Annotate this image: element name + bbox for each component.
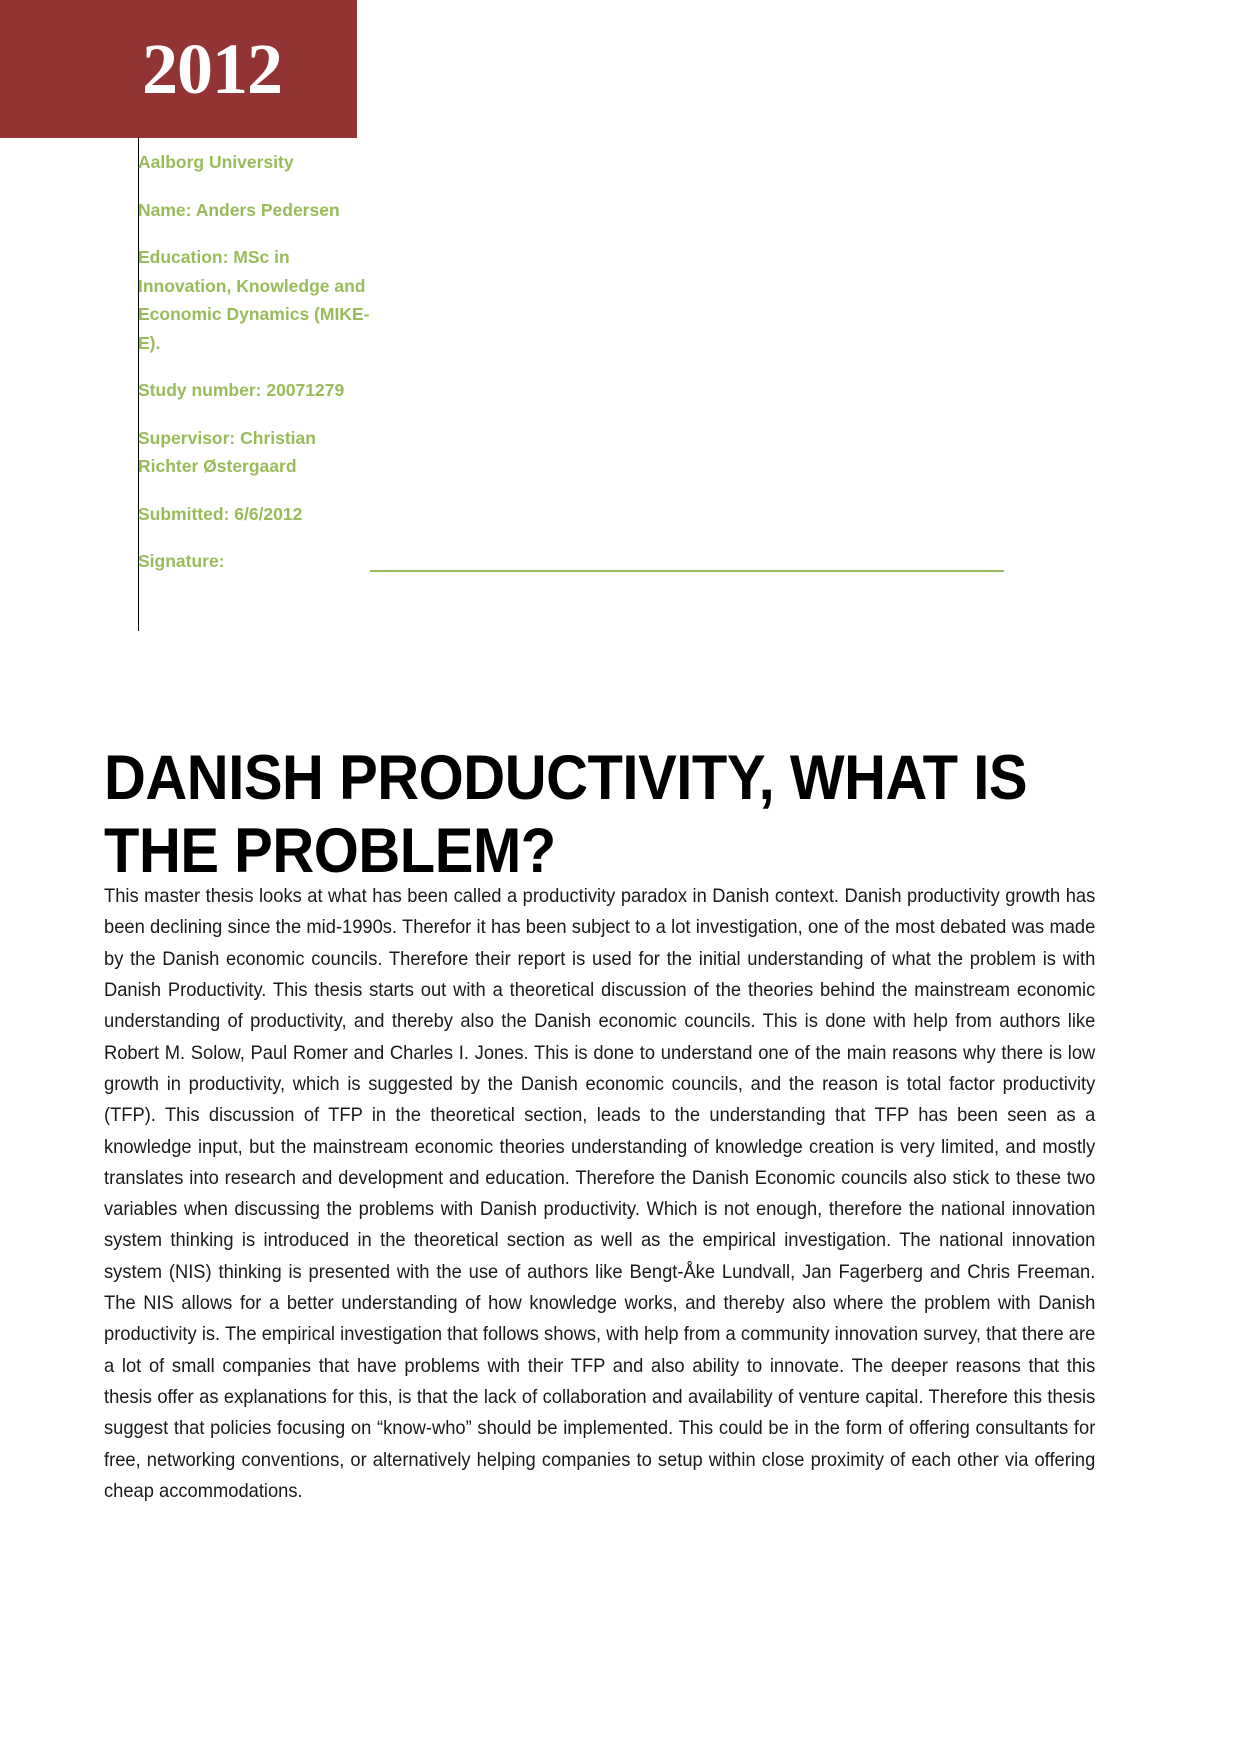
metadata-list xyxy=(138,138,1038,581)
metadata-item-education xyxy=(138,243,370,357)
metadata-supervisor-text: Supervisor: Christian Richter Østergaard xyxy=(138,427,316,476)
signature-line xyxy=(370,570,1004,572)
metadata-name-text: Name: Anders Pedersen xyxy=(138,199,340,220)
metadata-item-study-number xyxy=(138,376,370,405)
cover-banner xyxy=(0,0,357,138)
metadata-item-supervisor xyxy=(138,424,370,481)
metadata-university-text: Aalborg University xyxy=(138,152,294,172)
abstract-paragraph: This master thesis looks at what has been called a productivity paradox in Danish context. Danish productivity growth has been declining since the mid-1990s. Therefor it has been subject to a lot investigation, one of the most debated was made by the Danish economic councils. Therefore their report is used for the initial understanding of what the problem is with Danish Productivity. This thesis starts out with a theoretical discussion of the theories behind the mainstream economic understanding of productivity, and thereby also the Danish economic councils. This is done with help from authors like Robert M. Solow, Paul Romer and Charles I. Jones. This is done to understand one of the main reasons why there is low growth in productivity, which is suggested by the Danish economic councils, and the reason is total factor productivity (TFP). This discussion of TFP in the theoretical section, leads to the understanding that TFP has been seen as a knowledge input, but the mainstream economic theories understanding of knowledge creation is very limited, and mostly translates into research and development and education. Therefore the Danish Economic councils also stick to these two variables when discussing the problems with Danish productivity. Which is not enough, therefore the national innovation system thinking is introduced in the theoretical section as well as the empirical investigation. The national innovation system (NIS) thinking is presented with the use of authors like Bengt-Åke Lundvall, Jan Fagerberg and Chris Freeman. The NIS allows for a better understanding of how knowledge works, and thereby also where the problem with Danish productivity is. The empirical investigation that follows shows, with help from a community innovation survey, that there are a lot of small companies that have problems with their TFP and also ability to innovate. The deeper reasons that this thesis offer as explanations for this, is that the lack of collaboration and availability of venture capital. Therefore this thesis suggest that policies focusing on “know-who” should be implemented. This could be in the form of offering consultants for free, networking conventions, or alternatively helping companies to setup within close proximity of each other via offering cheap accommodations. xyxy=(104,886,1096,1502)
metadata-item-name xyxy=(138,196,370,225)
cover-metadata-block xyxy=(138,138,1038,581)
metadata-study-number-text: Study number: 20071279 xyxy=(138,380,345,400)
metadata-education-text: Education: MSc in Innovation, Knowledge and Economic Dynamics (MIKE-E). xyxy=(138,247,370,353)
metadata-submitted-text: Submitted: 6/6/2012 xyxy=(138,503,303,524)
cover-year: 2012 xyxy=(142,29,282,109)
signature-label: Signature: xyxy=(138,551,225,571)
signature-row xyxy=(138,547,1008,581)
metadata-item-university xyxy=(138,148,370,177)
metadata-item-submitted xyxy=(138,500,370,529)
page-title: DANISH PRODUCTIVITY, WHAT IS THE PROBLEM? xyxy=(104,743,1028,887)
